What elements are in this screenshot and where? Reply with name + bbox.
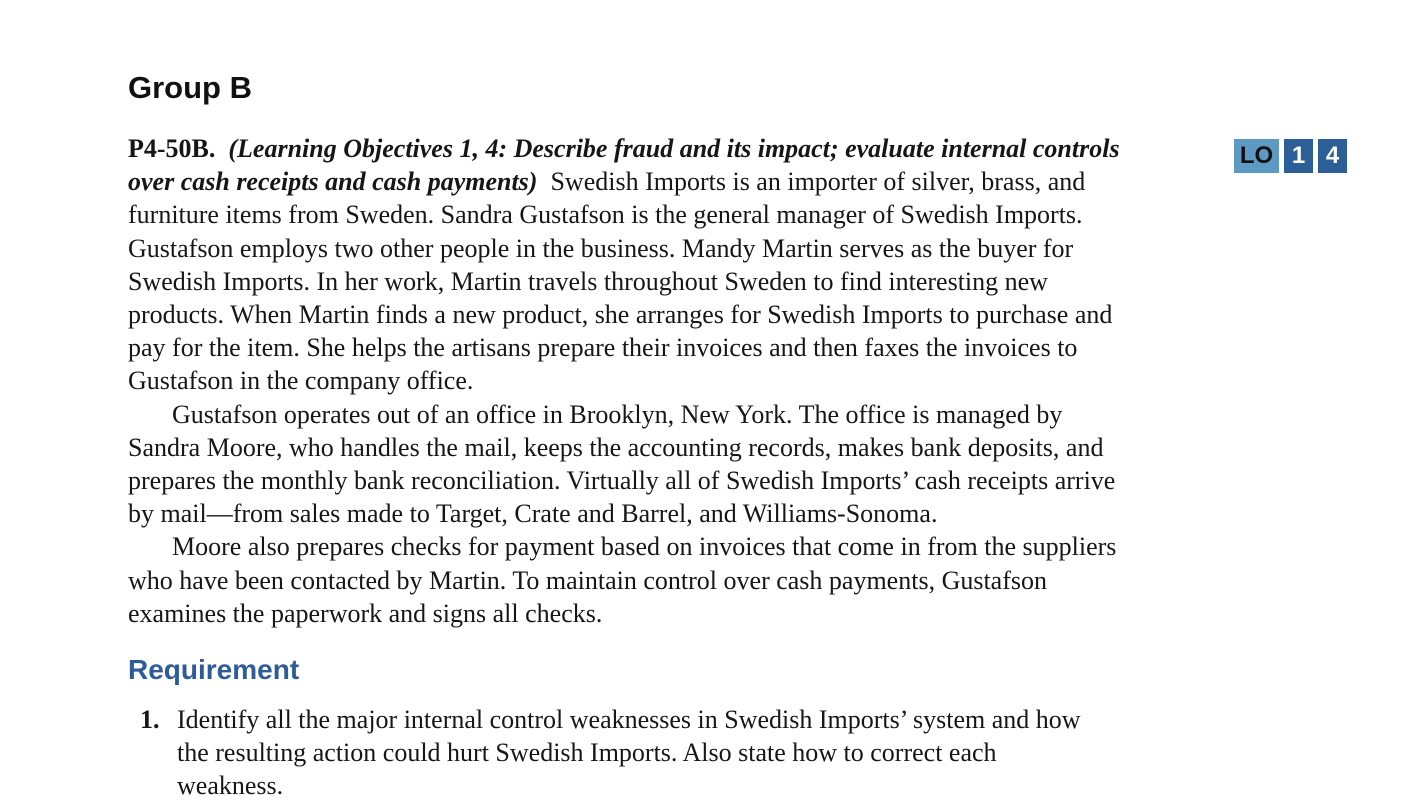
learning-objective-badges	[1234, 139, 1347, 173]
problem-first-line	[128, 132, 1188, 165]
problem-text	[128, 132, 1188, 630]
requirement-item	[128, 703, 1188, 803]
lo-badge-1: 1	[1284, 139, 1313, 173]
requirement-line: weakness.	[177, 771, 284, 801]
requirement-line: Identify all the major internal control weaknesses in Swedish Imports’ system and how	[177, 705, 1081, 734]
lo-badge-4: 4	[1318, 139, 1347, 173]
body-line: products. When Martin finds a new product, she arranges for Swedish Imports to purchase and	[128, 300, 1113, 330]
problem-number: P4-50B.	[128, 134, 216, 163]
body-line: Gustafson employs two other people in the business. Mandy Martin serves as the buyer for	[128, 233, 1074, 263]
requirement-heading: Requirement	[128, 654, 300, 685]
body-line: Moore also prepares checks for payment based on invoices that come in from the suppliers	[172, 532, 1117, 562]
problem-paragraph-2	[128, 398, 1188, 531]
problem-second-line	[128, 165, 1188, 198]
body-line: who have been contacted by Martin. To maintain control over cash payments, Gustafson	[128, 565, 1048, 595]
body-line: by mail—from sales made to Target, Crate and Barrel, and Williams-Sonoma.	[128, 499, 938, 529]
body-line: Gustafson in the company office.	[128, 366, 474, 396]
group-heading: Group B	[128, 70, 252, 105]
body-line: Gustafson operates out of an office in Brooklyn, New York. The office is managed by	[172, 399, 1063, 429]
body-line: Sandra Moore, who handles the mail, keeps the accounting records, makes bank deposits, and	[128, 432, 1104, 462]
body-line: examines the paperwork and signs all checks.	[128, 598, 603, 628]
body-line: pay for the item. She helps the artisans prepare their invoices and then faxes the invoices to	[128, 333, 1078, 363]
requirement-list	[128, 703, 1188, 803]
body-line: furniture items from Sweden. Sandra Gustafson is the general manager of Swedish Imports.	[128, 200, 1083, 230]
body-line: Swedish Imports. In her work, Martin travels throughout Sweden to find interesting new	[128, 266, 1048, 296]
requirement-number: 1.	[140, 705, 160, 734]
learning-objectives: (Learning Objectives 1, 4: Describe fraud and its impact; evaluate internal controls	[228, 134, 1120, 163]
body-line: prepares the monthly bank reconciliation. Virtually all of Swedish Imports’ cash receipts arrive	[128, 466, 1116, 496]
learning-objectives-continued: over cash receipts and cash payments)	[128, 167, 538, 197]
problem-paragraph-3	[128, 530, 1188, 630]
lo-badge-label: LO	[1234, 139, 1279, 173]
problem-paragraph-1	[128, 132, 1188, 398]
body-line: Swedish Imports is an importer of silver, brass, and	[550, 167, 1086, 197]
requirement-line: the resulting action could hurt Swedish Imports. Also state how to correct each	[177, 738, 997, 768]
